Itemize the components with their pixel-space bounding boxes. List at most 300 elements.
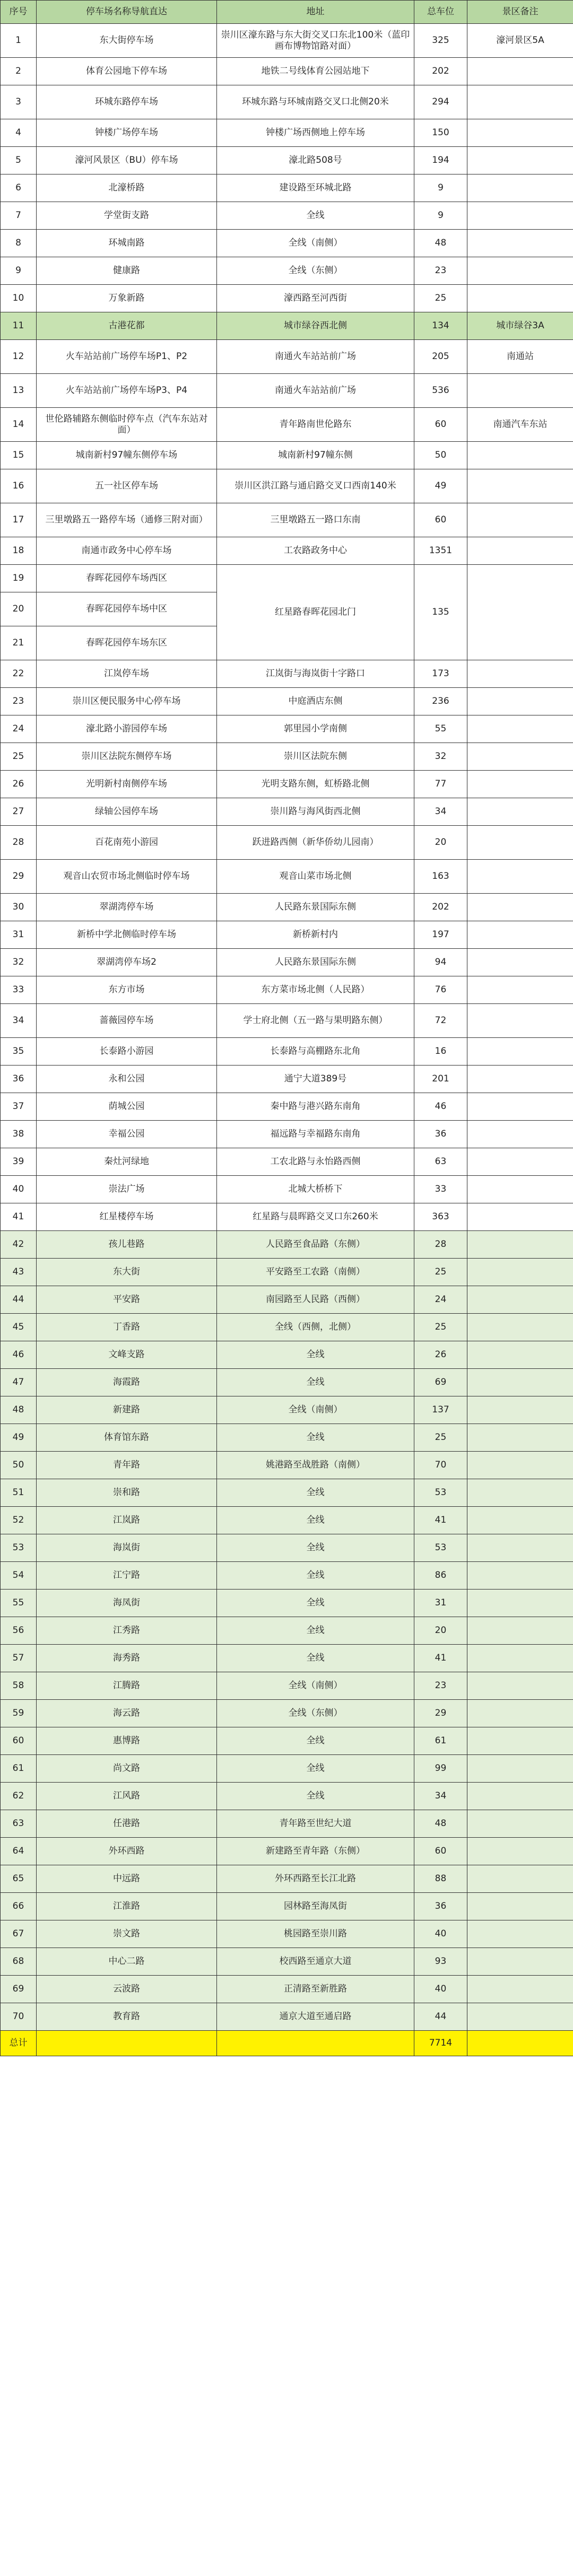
cell-name: 北濠桥路 [37, 174, 217, 202]
table-row [1, 408, 573, 442]
cell-spaces: 69 [414, 1369, 467, 1396]
table-row [1, 1948, 573, 1976]
table-row [1, 1121, 573, 1148]
header-scenic-note: 景区备注 [467, 1, 573, 24]
cell-note [467, 1286, 573, 1314]
table-row [1, 503, 573, 537]
cell-index: 29 [1, 860, 37, 894]
cell-name: 惠博路 [37, 1727, 217, 1755]
cell-address: 福远路与幸福路东南角 [217, 1121, 414, 1148]
cell-spaces: 173 [414, 660, 467, 688]
cell-name: 海云路 [37, 1700, 217, 1727]
cell-note [467, 1700, 573, 1727]
cell-spaces: 86 [414, 1562, 467, 1590]
cell-note: 城市绿谷3A [467, 312, 573, 340]
cell-spaces: 25 [414, 1259, 467, 1286]
cell-address: 全线 [217, 1424, 414, 1452]
cell-name: 万象新路 [37, 285, 217, 312]
cell-index: 27 [1, 798, 37, 826]
cell-name: 东大街 [37, 1259, 217, 1286]
cell-address: 秦中路与港兴路东南角 [217, 1093, 414, 1121]
cell-note [467, 1920, 573, 1948]
table-row [1, 826, 573, 860]
cell-name: 海岚街 [37, 1534, 217, 1562]
cell-note [467, 688, 573, 715]
table-row [1, 85, 573, 119]
cell-index: 24 [1, 715, 37, 743]
table-row [1, 743, 573, 771]
cell-note [467, 1479, 573, 1507]
cell-name: 崇文路 [37, 1920, 217, 1948]
cell-index: 9 [1, 257, 37, 285]
cell-index: 23 [1, 688, 37, 715]
cell-spaces: 9 [414, 174, 467, 202]
table-row [1, 1920, 573, 1948]
cell-index: 34 [1, 1004, 37, 1038]
total-value: 7714 [414, 2031, 467, 2056]
cell-spaces: 202 [414, 894, 467, 921]
table-row [1, 1976, 573, 2003]
cell-note [467, 202, 573, 230]
cell-spaces: 202 [414, 58, 467, 85]
cell-index: 53 [1, 1534, 37, 1562]
cell-note [467, 1203, 573, 1231]
cell-spaces: 16 [414, 1038, 467, 1066]
cell-spaces: 49 [414, 469, 467, 503]
cell-index: 51 [1, 1479, 37, 1507]
table-row [1, 147, 573, 174]
cell-name: 永和公园 [37, 1066, 217, 1093]
cell-address: 全线（南侧） [217, 1396, 414, 1424]
cell-address: 北城大桥桥下 [217, 1176, 414, 1203]
cell-note [467, 469, 573, 503]
cell-index: 17 [1, 503, 37, 537]
cell-index: 63 [1, 1810, 37, 1838]
cell-name: 江岚停车场 [37, 660, 217, 688]
cell-address: 学士府北侧（五一路与果明路东侧） [217, 1004, 414, 1038]
cell-note [467, 1838, 573, 1865]
cell-spaces: 24 [414, 1286, 467, 1314]
cell-note [467, 442, 573, 469]
cell-address: 平安路至工农路（南侧） [217, 1259, 414, 1286]
cell-name: 幸福公园 [37, 1121, 217, 1148]
cell-spaces: 41 [414, 1507, 467, 1534]
cell-spaces: 60 [414, 408, 467, 442]
cell-name: 教育路 [37, 2003, 217, 2031]
total-empty [217, 2031, 414, 2056]
cell-address: 跃进路西侧（新华侨幼儿园南） [217, 826, 414, 860]
cell-spaces: 55 [414, 715, 467, 743]
table-row [1, 1148, 573, 1176]
total-empty [37, 2031, 217, 2056]
cell-name: 新建路 [37, 1396, 217, 1424]
table-row [1, 202, 573, 230]
table-row [1, 1700, 573, 1727]
cell-address: 南园路至人民路（西侧） [217, 1286, 414, 1314]
cell-note [467, 1038, 573, 1066]
cell-spaces: 94 [414, 949, 467, 976]
cell-note [467, 949, 573, 976]
table-row [1, 1507, 573, 1534]
cell-index: 48 [1, 1396, 37, 1424]
cell-address: 濠北路508号 [217, 147, 414, 174]
cell-name: 江腾路 [37, 1672, 217, 1700]
cell-spaces: 20 [414, 1617, 467, 1645]
cell-spaces: 41 [414, 1645, 467, 1672]
cell-note [467, 1396, 573, 1424]
cell-address: 全线 [217, 1479, 414, 1507]
cell-name: 健康路 [37, 257, 217, 285]
cell-address: 桃园路至崇川路 [217, 1920, 414, 1948]
cell-index: 42 [1, 1231, 37, 1259]
cell-note [467, 1314, 573, 1341]
cell-note [467, 1865, 573, 1893]
cell-spaces: 163 [414, 860, 467, 894]
cell-name: 尚文路 [37, 1755, 217, 1783]
cell-index: 67 [1, 1920, 37, 1948]
cell-address: 青年路南世伦路东 [217, 408, 414, 442]
cell-note [467, 1176, 573, 1203]
cell-name: 南通市政务中心停车场 [37, 537, 217, 565]
total-label: 总计 [1, 2031, 37, 2056]
cell-name: 外环西路 [37, 1838, 217, 1865]
cell-note [467, 1369, 573, 1396]
table-row [1, 1617, 573, 1645]
cell-note [467, 798, 573, 826]
cell-spaces: 70 [414, 1452, 467, 1479]
cell-name: 春晖花园停车场东区 [37, 626, 217, 660]
cell-note [467, 1452, 573, 1479]
cell-name: 濠河风景区（BU）停车场 [37, 147, 217, 174]
cell-note [467, 894, 573, 921]
cell-name: 观音山农贸市场北侧临时停车场 [37, 860, 217, 894]
cell-index: 32 [1, 949, 37, 976]
cell-address: 全线 [217, 202, 414, 230]
cell-name: 长泰路小游园 [37, 1038, 217, 1066]
table-row [1, 949, 573, 976]
cell-spaces: 76 [414, 976, 467, 1004]
cell-spaces: 150 [414, 119, 467, 147]
total-row [1, 2031, 573, 2056]
cell-address: 全线 [217, 1645, 414, 1672]
cell-note [467, 826, 573, 860]
cell-index: 5 [1, 147, 37, 174]
cell-note [467, 1507, 573, 1534]
cell-address: 崇川路与海风街西北侧 [217, 798, 414, 826]
cell-name: 百花南苑小游园 [37, 826, 217, 860]
cell-address: 园林路至海凤街 [217, 1893, 414, 1920]
cell-name: 秦灶河绿地 [37, 1148, 217, 1176]
cell-name: 绿轴公园停车场 [37, 798, 217, 826]
cell-index: 43 [1, 1259, 37, 1286]
cell-index: 7 [1, 202, 37, 230]
table-row [1, 1038, 573, 1066]
cell-note [467, 1727, 573, 1755]
table-row [1, 1645, 573, 1672]
cell-index: 50 [1, 1452, 37, 1479]
cell-spaces: 63 [414, 1148, 467, 1176]
cell-index: 20 [1, 592, 37, 626]
cell-index: 37 [1, 1093, 37, 1121]
cell-note [467, 285, 573, 312]
cell-index: 31 [1, 921, 37, 949]
cell-spaces: 77 [414, 771, 467, 798]
cell-address: 城市绿谷西北侧 [217, 312, 414, 340]
cell-index: 62 [1, 1783, 37, 1810]
cell-index: 18 [1, 537, 37, 565]
cell-address: 工农路政务中心 [217, 537, 414, 565]
cell-note [467, 771, 573, 798]
cell-index: 44 [1, 1286, 37, 1314]
table-row [1, 1590, 573, 1617]
cell-index: 40 [1, 1176, 37, 1203]
cell-note [467, 715, 573, 743]
cell-note [467, 1893, 573, 1920]
cell-address: 工农北路与永怡路西侧 [217, 1148, 414, 1176]
cell-address: 人民路东景国际东侧 [217, 894, 414, 921]
cell-spaces: 53 [414, 1479, 467, 1507]
cell-address: 中庭酒店东侧 [217, 688, 414, 715]
cell-index: 33 [1, 976, 37, 1004]
cell-note [467, 1810, 573, 1838]
table-row [1, 1259, 573, 1286]
table-row [1, 230, 573, 257]
cell-index: 38 [1, 1121, 37, 1148]
cell-note: 南通汽车东站 [467, 408, 573, 442]
cell-spaces: 20 [414, 826, 467, 860]
cell-spaces: 32 [414, 743, 467, 771]
cell-index: 56 [1, 1617, 37, 1645]
table-row [1, 976, 573, 1004]
cell-spaces: 48 [414, 1810, 467, 1838]
cell-spaces: 36 [414, 1121, 467, 1148]
cell-note [467, 921, 573, 949]
table-row [1, 1755, 573, 1783]
cell-spaces: 46 [414, 1093, 467, 1121]
cell-address: 崇川区濠东路与东大街交叉口东北100米（蓝印画布博物馆路对面） [217, 24, 414, 58]
cell-name: 翠湖湾停车场 [37, 894, 217, 921]
cell-note [467, 1121, 573, 1148]
cell-address: 全线 [217, 1562, 414, 1590]
cell-note [467, 565, 573, 660]
cell-spaces: 134 [414, 312, 467, 340]
table-row [1, 1369, 573, 1396]
cell-spaces: 294 [414, 85, 467, 119]
cell-index: 16 [1, 469, 37, 503]
cell-address: 崇川区法院东侧 [217, 743, 414, 771]
cell-spaces: 33 [414, 1176, 467, 1203]
cell-address: 建设路至环城北路 [217, 174, 414, 202]
cell-name: 丁香路 [37, 1314, 217, 1341]
cell-address: 全线 [217, 1534, 414, 1562]
cell-index: 66 [1, 1893, 37, 1920]
cell-name: 学堂街支路 [37, 202, 217, 230]
table-row [1, 921, 573, 949]
cell-note [467, 1617, 573, 1645]
cell-name: 红星楼停车场 [37, 1203, 217, 1231]
table-row [1, 1286, 573, 1314]
cell-note [467, 1976, 573, 2003]
cell-name: 崇川区便民服务中心停车场 [37, 688, 217, 715]
cell-address: 外环西路至长江北路 [217, 1865, 414, 1893]
cell-spaces: 536 [414, 374, 467, 408]
cell-note [467, 1231, 573, 1259]
table-row [1, 1479, 573, 1507]
cell-address: 郭里园小学南侧 [217, 715, 414, 743]
cell-spaces: 135 [414, 565, 467, 660]
cell-index: 47 [1, 1369, 37, 1396]
cell-index: 15 [1, 442, 37, 469]
cell-address: 全线（南侧） [217, 1672, 414, 1700]
cell-index: 46 [1, 1341, 37, 1369]
cell-note [467, 1783, 573, 1810]
table-row [1, 1865, 573, 1893]
cell-spaces: 26 [414, 1341, 467, 1369]
cell-address: 全线（东侧） [217, 1700, 414, 1727]
table-row [1, 174, 573, 202]
table-row [1, 771, 573, 798]
cell-address: 全线 [217, 1617, 414, 1645]
cell-index: 8 [1, 230, 37, 257]
cell-name: 三里墩路五一路停车场（通修三附对面） [37, 503, 217, 537]
cell-spaces: 34 [414, 798, 467, 826]
table-row [1, 442, 573, 469]
cell-name: 城南新村97幢东侧停车场 [37, 442, 217, 469]
cell-note [467, 147, 573, 174]
table-row [1, 1314, 573, 1341]
table-row [1, 798, 573, 826]
cell-name: 火车站站前广场停车场P1、P2 [37, 340, 217, 374]
cell-index: 45 [1, 1314, 37, 1341]
cell-spaces: 363 [414, 1203, 467, 1231]
cell-spaces: 23 [414, 1672, 467, 1700]
table-row [1, 1004, 573, 1038]
cell-index: 61 [1, 1755, 37, 1783]
cell-index: 35 [1, 1038, 37, 1066]
cell-address: 环城东路与环城南路交叉口北侧20米 [217, 85, 414, 119]
table-row [1, 285, 573, 312]
cell-note [467, 1066, 573, 1093]
table-row [1, 469, 573, 503]
cell-spaces: 60 [414, 503, 467, 537]
cell-index: 14 [1, 408, 37, 442]
cell-note [467, 85, 573, 119]
cell-index: 55 [1, 1590, 37, 1617]
header-spaces: 总车位 [414, 1, 467, 24]
cell-address: 全线 [217, 1590, 414, 1617]
table-row [1, 1203, 573, 1231]
cell-name: 江宁路 [37, 1562, 217, 1590]
cell-name: 文峰支路 [37, 1341, 217, 1369]
cell-note [467, 1004, 573, 1038]
header-row [1, 1, 573, 24]
cell-note [467, 537, 573, 565]
cell-index: 26 [1, 771, 37, 798]
cell-note [467, 976, 573, 1004]
table-row [1, 1452, 573, 1479]
cell-note: 南通站 [467, 340, 573, 374]
cell-name: 孩儿巷路 [37, 1231, 217, 1259]
cell-index: 2 [1, 58, 37, 85]
cell-note [467, 743, 573, 771]
cell-address: 光明支路东侧，虹桥路北侧 [217, 771, 414, 798]
cell-address: 正清路至新胜路 [217, 1976, 414, 2003]
cell-name: 海秀路 [37, 1645, 217, 1672]
cell-name: 钟楼广场停车场 [37, 119, 217, 147]
cell-note [467, 1562, 573, 1590]
cell-index: 21 [1, 626, 37, 660]
cell-name: 任港路 [37, 1810, 217, 1838]
cell-name: 崇法广场 [37, 1176, 217, 1203]
cell-spaces: 29 [414, 1700, 467, 1727]
cell-address: 地铁二号线体育公园站地下 [217, 58, 414, 85]
cell-address: 江岚街与海岚街十字路口 [217, 660, 414, 688]
cell-spaces: 205 [414, 340, 467, 374]
cell-spaces: 88 [414, 1865, 467, 1893]
cell-name: 翠湖湾停车场2 [37, 949, 217, 976]
cell-index: 30 [1, 894, 37, 921]
cell-address: 全线（西侧，北侧） [217, 1314, 414, 1341]
table-row [1, 119, 573, 147]
table-row [1, 894, 573, 921]
cell-name: 东方市场 [37, 976, 217, 1004]
cell-address: 全线 [217, 1755, 414, 1783]
cell-note [467, 257, 573, 285]
table-row [1, 860, 573, 894]
table-row [1, 1810, 573, 1838]
cell-address: 长泰路与高棚路东北角 [217, 1038, 414, 1066]
cell-note [467, 119, 573, 147]
cell-index: 4 [1, 119, 37, 147]
cell-note [467, 1093, 573, 1121]
cell-name: 体育公园地下停车场 [37, 58, 217, 85]
cell-index: 19 [1, 565, 37, 592]
cell-note [467, 1148, 573, 1176]
cell-name: 春晖花园停车场西区 [37, 565, 217, 592]
table-row [1, 1176, 573, 1203]
cell-address: 全线 [217, 1369, 414, 1396]
cell-address: 三里墩路五一路口东南 [217, 503, 414, 537]
cell-address: 通京大道至通启路 [217, 2003, 414, 2031]
cell-address: 南通火车站站前广场 [217, 374, 414, 408]
table-row [1, 1838, 573, 1865]
cell-spaces: 31 [414, 1590, 467, 1617]
table-row [1, 565, 573, 592]
cell-note [467, 1948, 573, 1976]
cell-note [467, 660, 573, 688]
cell-spaces: 61 [414, 1727, 467, 1755]
cell-index: 64 [1, 1838, 37, 1865]
cell-name: 青年路 [37, 1452, 217, 1479]
table-row [1, 1231, 573, 1259]
cell-index: 3 [1, 85, 37, 119]
header-index: 序号 [1, 1, 37, 24]
cell-name: 崇和路 [37, 1479, 217, 1507]
cell-spaces: 40 [414, 1976, 467, 2003]
cell-spaces: 93 [414, 1948, 467, 1976]
cell-index: 6 [1, 174, 37, 202]
cell-index: 65 [1, 1865, 37, 1893]
table-row [1, 1534, 573, 1562]
cell-name: 云波路 [37, 1976, 217, 2003]
cell-name: 平安路 [37, 1286, 217, 1314]
cell-note [467, 503, 573, 537]
cell-spaces: 99 [414, 1755, 467, 1783]
cell-address: 新建路至青年路（东侧） [217, 1838, 414, 1865]
cell-index: 1 [1, 24, 37, 58]
table-row [1, 1424, 573, 1452]
cell-address: 全线 [217, 1507, 414, 1534]
